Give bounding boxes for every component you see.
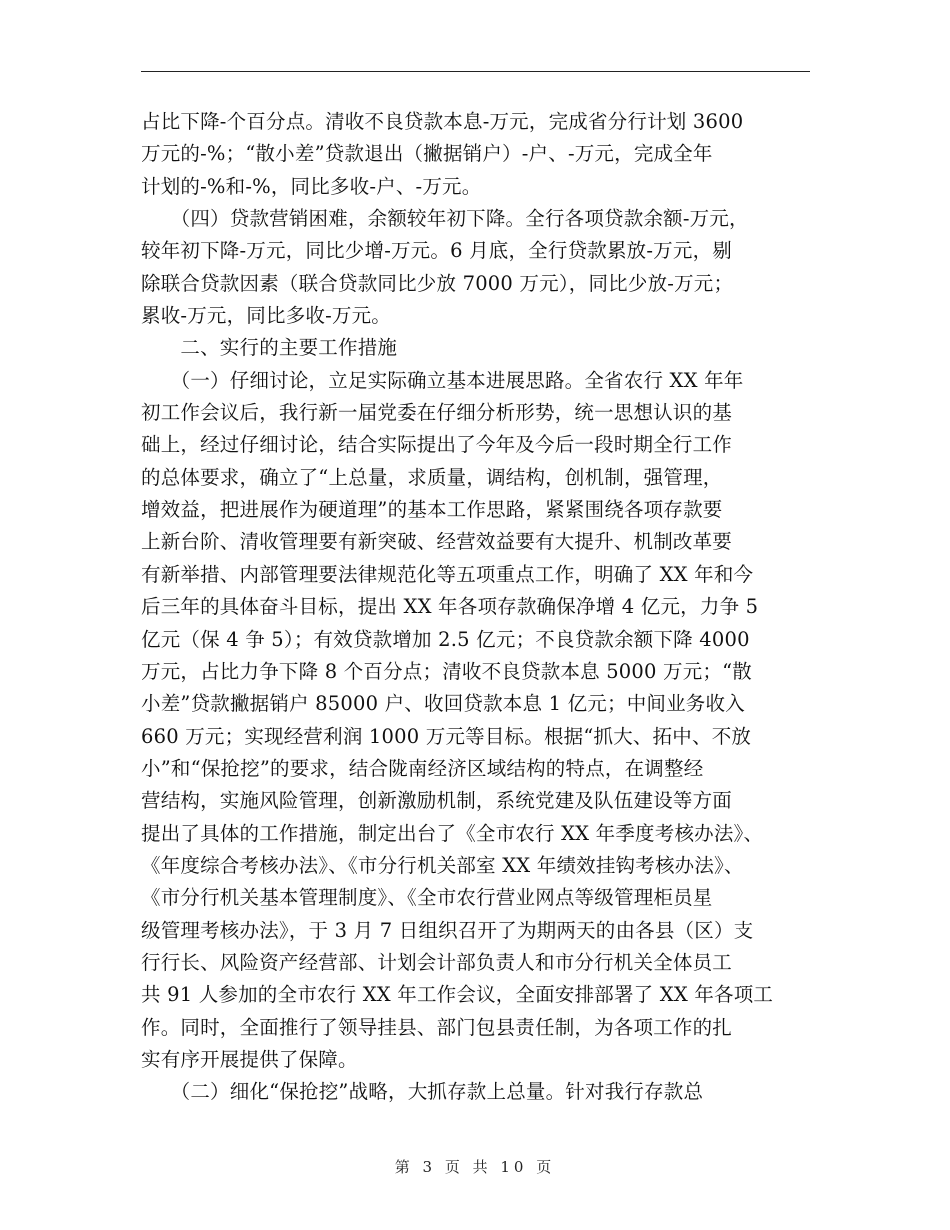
text-line: （四）贷款营销困难，余额较年初下降。全行各项贷款余额-万元， [141, 207, 749, 231]
header-divider [141, 71, 810, 72]
text-line: 除联合贷款因素（联合贷款同比少放 7000 万元），同比少放-万元； [141, 271, 734, 295]
text-line: 累收-万元，同比多收-万元。 [141, 304, 391, 328]
text-line: 的总体要求，确立了“上总量，求质量，调结构，创机制，强管理， [141, 465, 723, 489]
text-line: 作。同时，全面推行了领导挂县、部门包县责任制，为各项工作的扎 [141, 1015, 733, 1039]
text-line: 小”和“保抢挖”的要求，结合陇南经济区域结构的特点，在调整经 [141, 756, 704, 780]
page-footer: 第 3 页 共 10 页 [394, 1158, 556, 1176]
text-line: 行行长、风险资产经营部、计划会计部负责人和市分行机关全体员工 [141, 950, 733, 974]
text-line: 有新举措、内部管理要法律规范化等五项重点工作，明确了 XX 年和今 [141, 562, 754, 586]
text-line: 660 万元；实现经营利润 1000 万元等目标。根据“抓大、拓中、不放 [141, 724, 752, 748]
text-line: 亿元（保 4 争 5）；有效贷款增加 2.5 亿元；不良贷款余额下降 4000 [141, 627, 750, 651]
text-line: 较年初下降-万元，同比少增-万元。6 月底，全行贷款累放-万元，剔 [141, 239, 732, 263]
text-line: （二）细化“保抢挖”战略，大抓存款上总量。针对我行存款总 [141, 1080, 704, 1104]
text-line: 础上，经过仔细讨论，结合实际提出了今年及今后一段时期全行工作 [141, 433, 733, 457]
text-line: 提出了具体的工作措施，制定出台了《全市农行 XX 年季度考核办法》、 [141, 821, 764, 845]
text-line: 占比下降-个百分点。清收不良贷款本息-万元，完成省分行计划 3600 [141, 110, 744, 133]
text-line: 《年度综合考核办法》、《市分行机关部室 XX 年绩效挂钩考核办法》、 [141, 853, 744, 877]
text-line: 增效益，把进展作为硬道理”的基本工作思路，紧紧围绕各项存款要 [141, 498, 723, 522]
text-line: 营结构，实施风险管理，创新激励机制，系统党建及队伍建设等方面 [141, 789, 733, 813]
text-line: 上新台阶、清收管理要有新突破、经营效益要有大提升、机制改革要 [141, 530, 733, 554]
text-line: 后三年的具体奋斗目标，提出 XX 年各项存款确保净增 4 亿元，力争 5 [141, 595, 759, 619]
text-line: 《市分行机关基本管理制度》、《全市农行营业网点等级管理柜员星 [141, 886, 713, 910]
text-line: 小差”贷款撇据销户 85000 户、收回贷款本息 1 亿元；中间业务收入 [141, 692, 745, 716]
text-line: 初工作会议后，我行新一届党委在仔细分析形势，统一思想认识的基 [141, 401, 733, 425]
text-line: （一）仔细讨论，立足实际确立基本进展思路。全省农行 XX 年年 [141, 368, 744, 392]
text-line: 实有序开展提供了保障。 [141, 1047, 358, 1071]
text-line: 级管理考核办法》，于 3 月 7 日组织召开了为期两天的由各县（区）支 [141, 918, 754, 942]
text-line: 万元的-%；“散小差”贷款退出（撇据销户）-户、-万元，完成全年 [141, 142, 713, 166]
text-line: 万元，占比力争下降 8 个百分点；清收不良贷款本息 5000 万元；“散 [141, 659, 752, 683]
text-line: 计划的-%和-%，同比多收-户、-万元。 [141, 174, 482, 198]
text-line: 二、实行的主要工作措施 [141, 336, 398, 360]
document-body [141, 106, 813, 1109]
text-line: 共 91 人参加的全市农行 XX 年工作会议，全面安排部署了 XX 年各项工 [141, 983, 774, 1007]
